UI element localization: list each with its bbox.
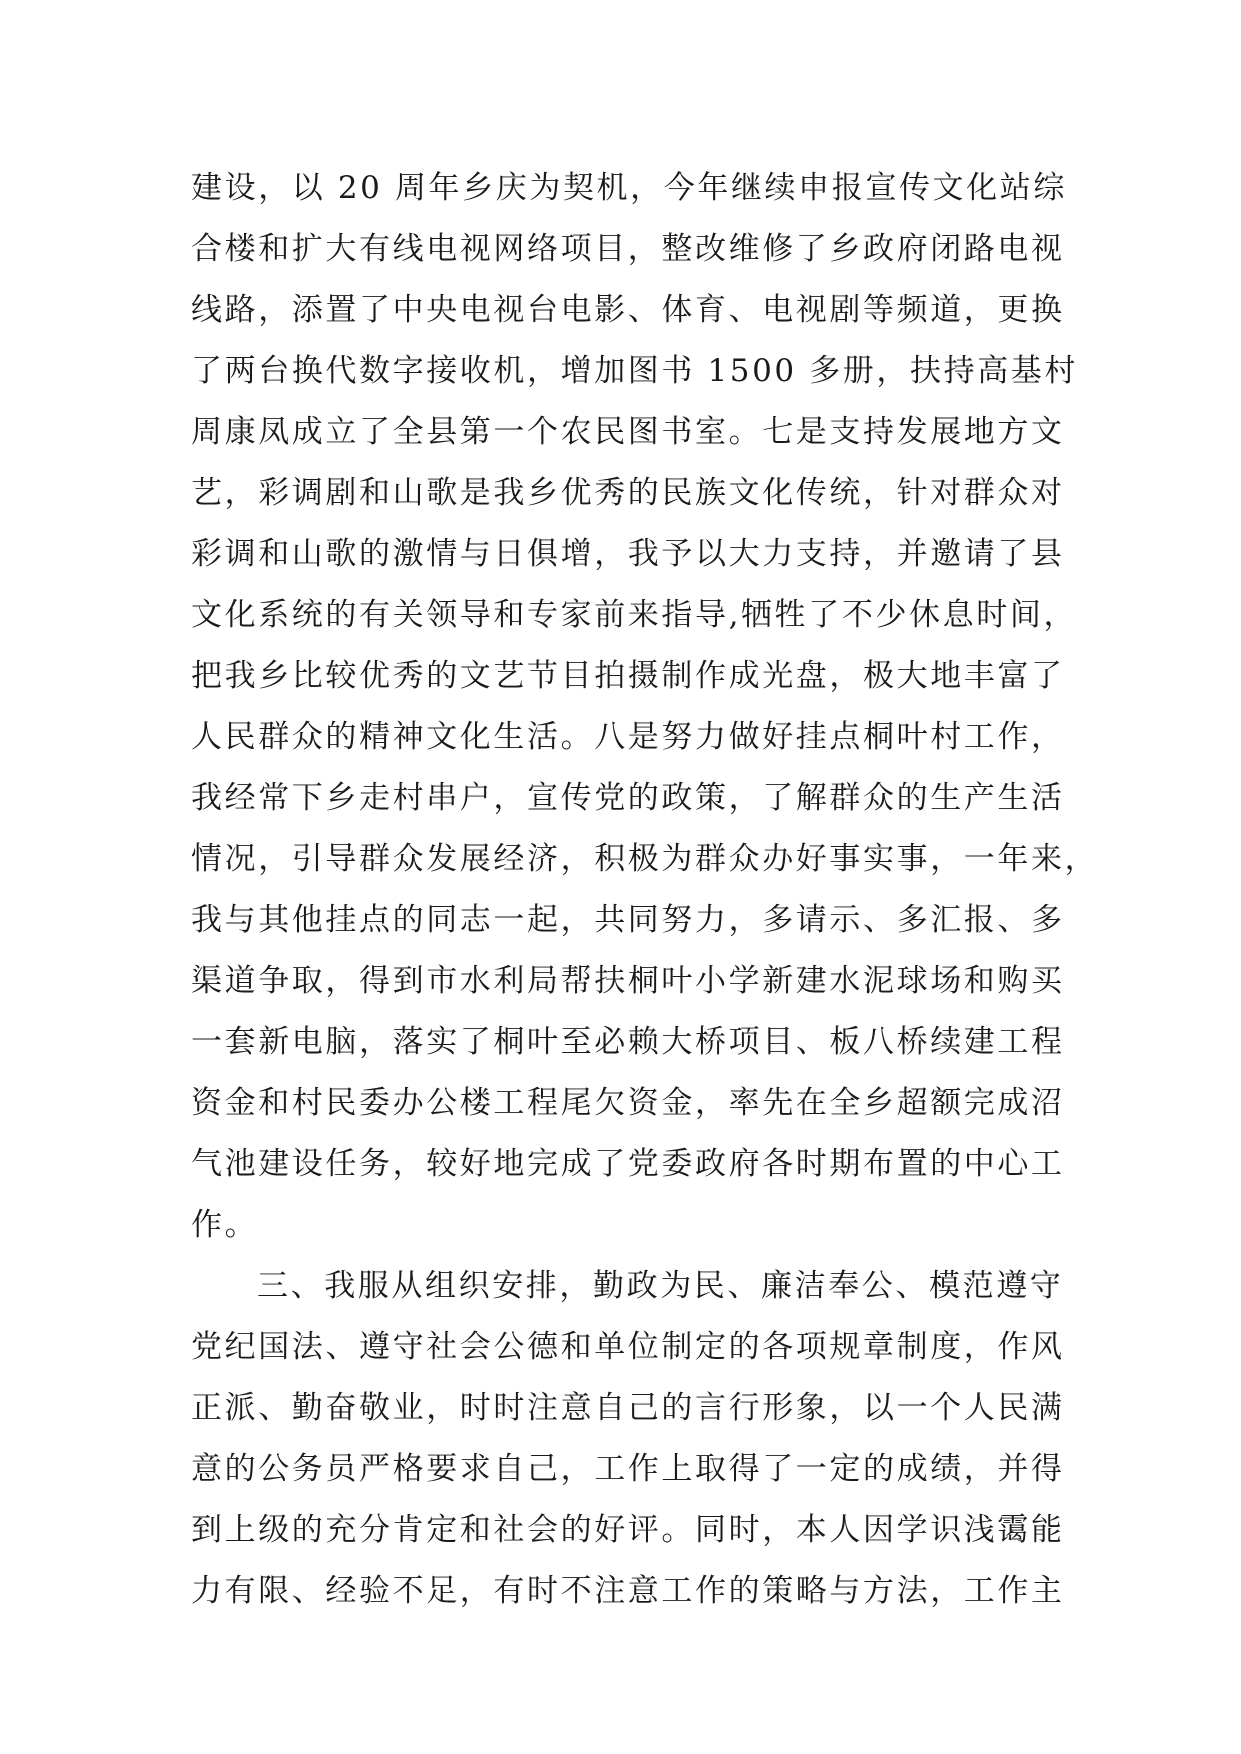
text-line: 我与其他挂点的同志一起，共同努力，多请示、多汇报、多 bbox=[191, 902, 1065, 938]
text-line: 气池建设任务，较好地完成了党委政府各时期布置的中心工 bbox=[191, 1146, 1065, 1182]
text-line: 情况，引导群众发展经济，积极为群众办好事实事，一年来， bbox=[191, 841, 1099, 877]
body-text bbox=[191, 158, 1099, 1622]
text-line: 党纪国法、遵守社会公德和单位制定的各项规章制度，作风 bbox=[191, 1329, 1065, 1365]
text-line: 我经常下乡走村串户，宣传党的政策，了解群众的生产生活 bbox=[191, 780, 1065, 816]
text-line: 资金和村民委办公楼工程尾欠资金，率先在全乡超额完成沼 bbox=[191, 1085, 1065, 1121]
text-line: 渠道争取，得到市水利局帮扶桐叶小学新建水泥球场和购买 bbox=[191, 963, 1065, 999]
text-line: 人民群众的精神文化生活。八是努力做好挂点桐叶村工作， bbox=[191, 719, 1065, 755]
text-line: 合楼和扩大有线电视网络项目，整改维修了乡政府闭路电视 bbox=[191, 231, 1065, 267]
text-line: 作。 bbox=[191, 1207, 259, 1243]
text-line: 彩调和山歌的激情与日俱增，我予以大力支持，并邀请了县 bbox=[191, 536, 1065, 572]
text-line: 建设，以 20 周年乡庆为契机，今年继续申报宣传文化站综 bbox=[191, 170, 1067, 206]
text-line: 艺，彩调剧和山歌是我乡优秀的民族文化传统，针对群众对 bbox=[191, 475, 1065, 511]
text-line: 意的公务员严格要求自己，工作上取得了一定的成绩，并得 bbox=[191, 1451, 1065, 1487]
text-line: 文化系统的有关领导和专家前来指导,牺牲了不少休息时间， bbox=[191, 597, 1078, 633]
text-line: 力有限、经验不足，有时不注意工作的策略与方法，工作主 bbox=[191, 1573, 1065, 1609]
text-line: 了两台换代数字接收机，增加图书 1500 多册，扶持高基村 bbox=[191, 353, 1078, 389]
text-line: 正派、勤奋敬业，时时注意自己的言行形象，以一个人民满 bbox=[191, 1390, 1065, 1426]
text-line: 到上级的充分肯定和社会的好评。同时，本人因学识浅霭能 bbox=[191, 1512, 1065, 1548]
text-line: 线路，添置了中央电视台电影、体育、电视剧等频道，更换 bbox=[191, 292, 1065, 328]
text-line: 把我乡比较优秀的文艺节目拍摄制作成光盘，极大地丰富了 bbox=[191, 658, 1065, 694]
text-line: 周康凤成立了全县第一个农民图书室。七是支持发展地方文 bbox=[191, 414, 1065, 450]
text-line: 一套新电脑，落实了桐叶至必赖大桥项目、板八桥续建工程 bbox=[191, 1024, 1065, 1060]
paragraph-first-line: 三、我服从组织安排，勤政为民、廉洁奉公、模范遵守 bbox=[257, 1268, 1064, 1304]
